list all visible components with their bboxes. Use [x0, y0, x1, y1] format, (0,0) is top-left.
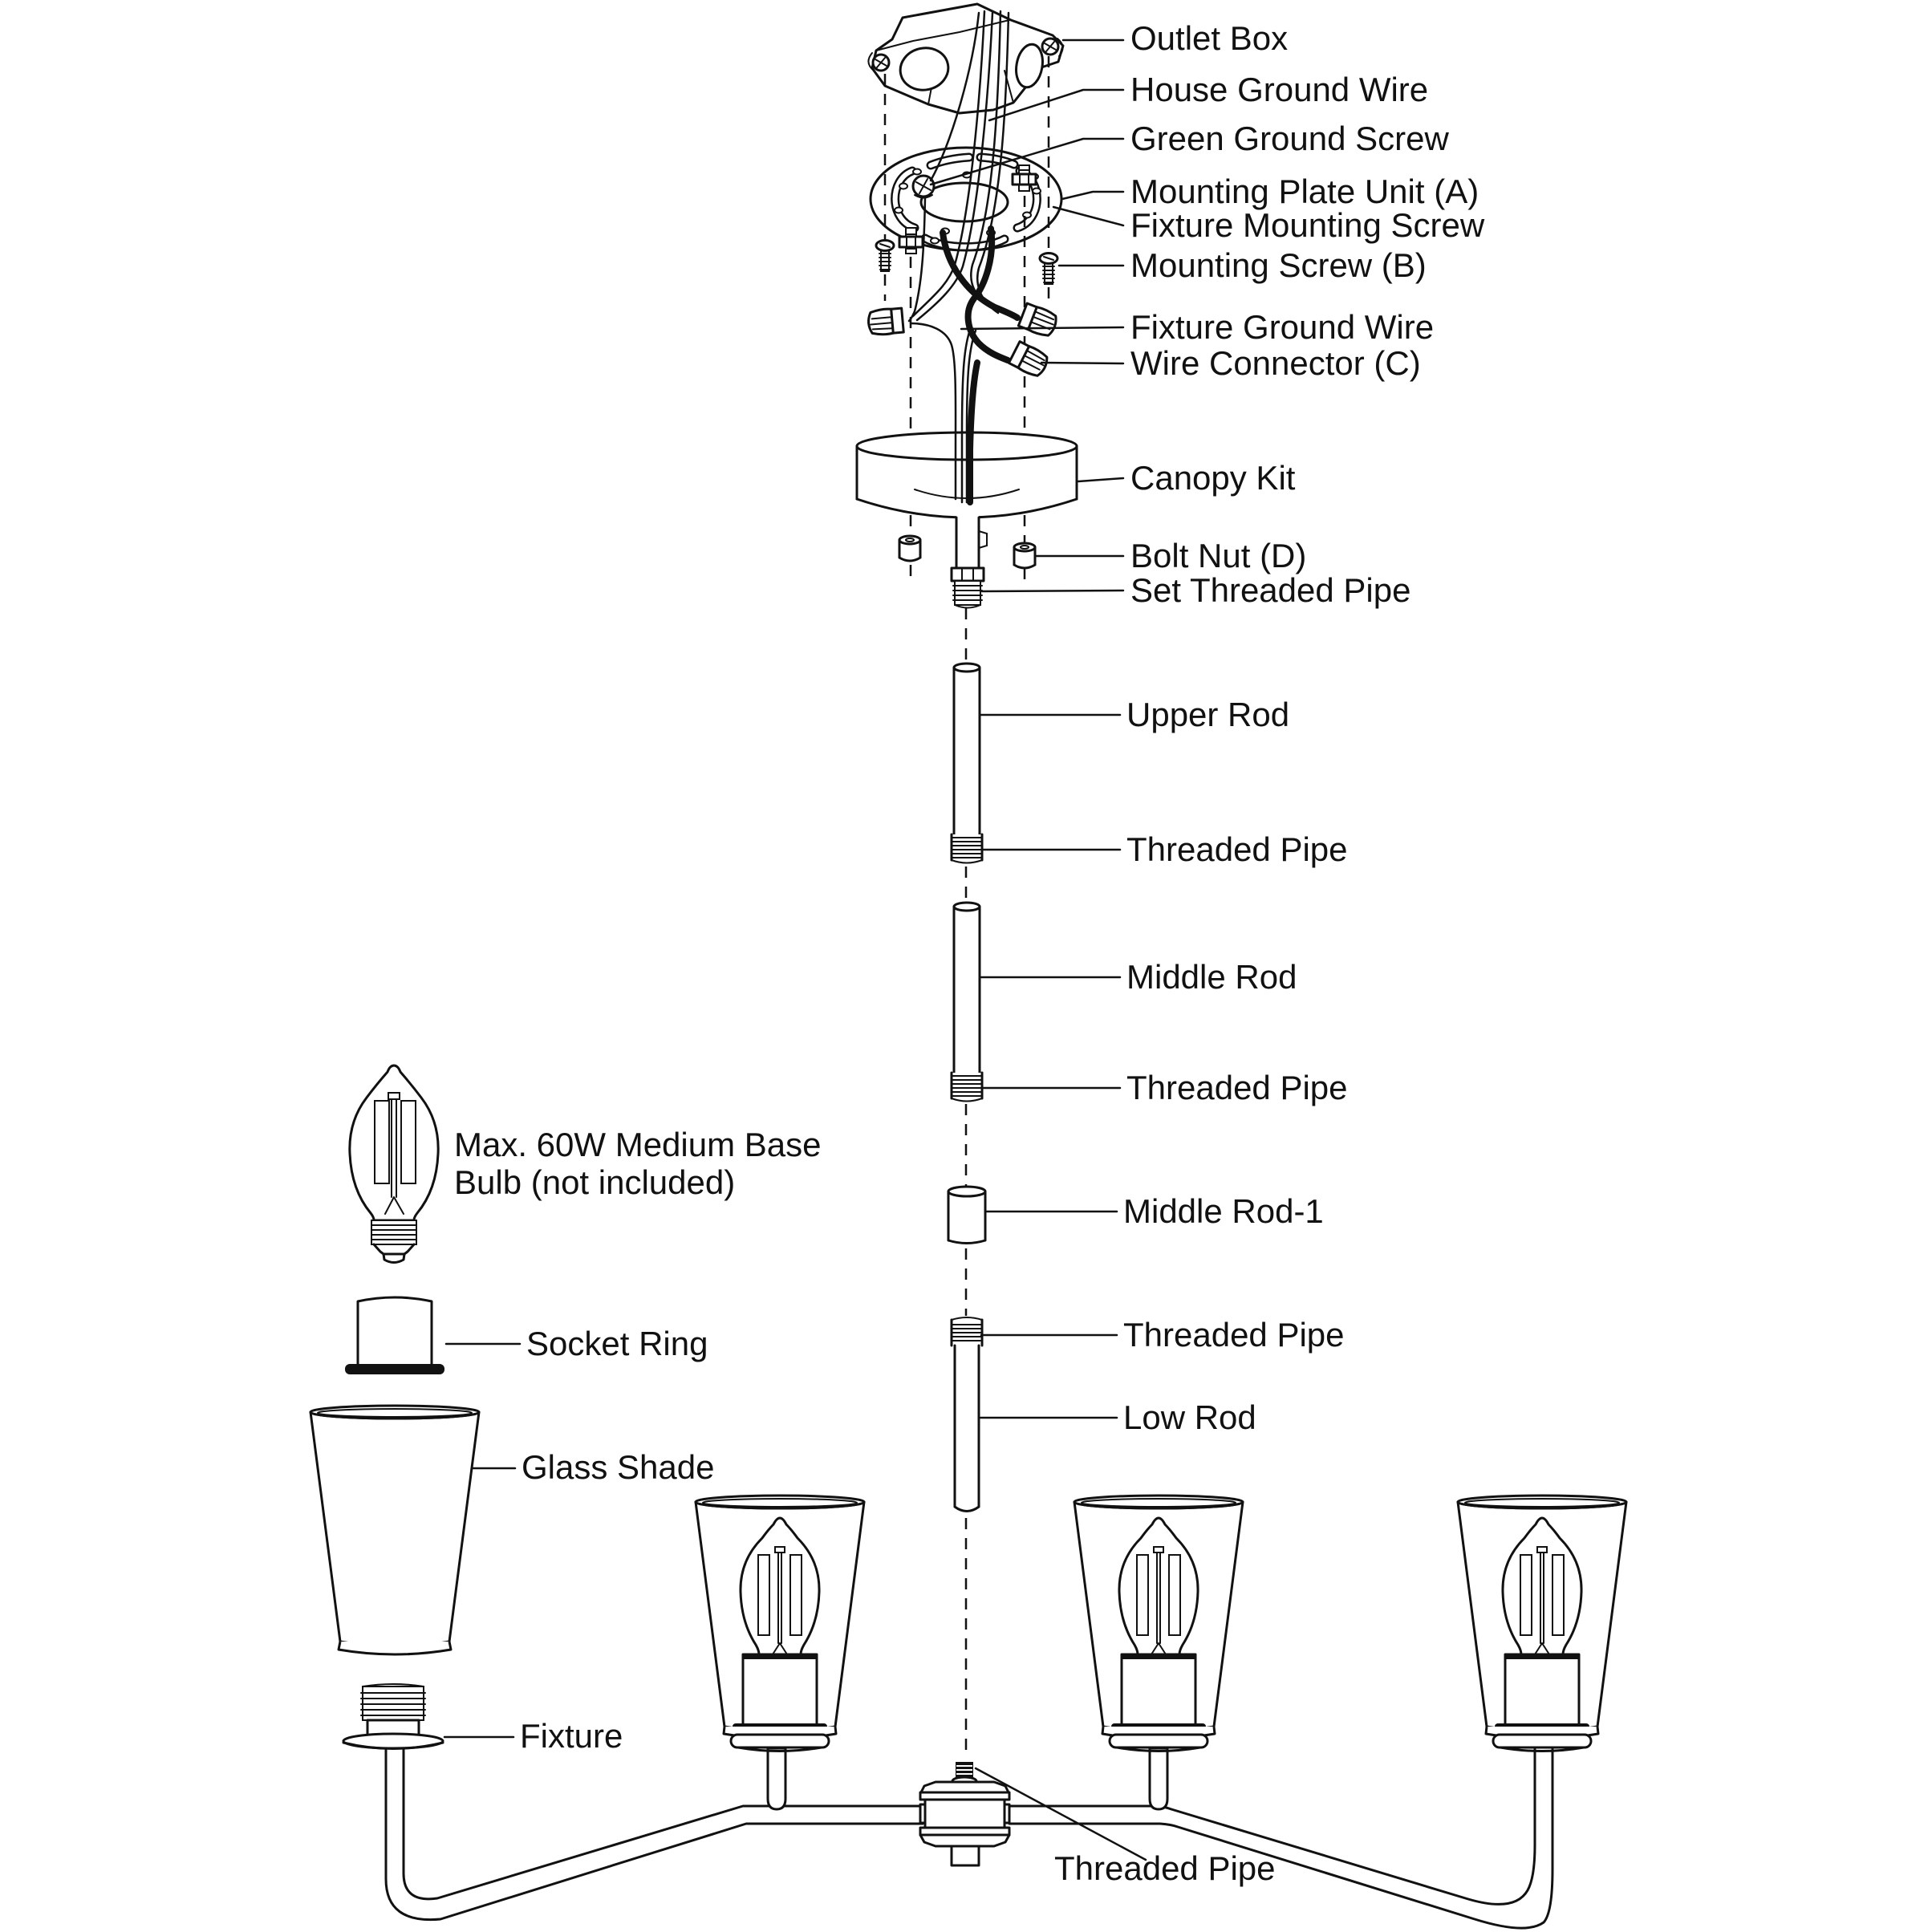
threaded-pipe-middle: [952, 1073, 982, 1102]
shade-b-stem: [1150, 1748, 1167, 1809]
label-threaded-pipe-low: Threaded Pipe: [1123, 1316, 1345, 1354]
middle-rod-1: [948, 1187, 985, 1244]
label-wire-connector-c: Wire Connector (C): [1130, 344, 1421, 382]
label-fixture-mounting-screw: Fixture Mounting Screw: [1130, 206, 1485, 244]
label-glass-shade: Glass Shade: [522, 1448, 715, 1486]
label-fixture-ground-wire: Fixture Ground Wire: [1130, 308, 1435, 346]
label-outlet-box: Outlet Box: [1130, 19, 1289, 57]
label-green-ground-screw: Green Ground Screw: [1130, 120, 1449, 157]
label-middle-rod: Middle Rod: [1126, 958, 1297, 996]
label-set-threaded-pipe: Set Threaded Pipe: [1130, 571, 1411, 609]
upper-rod: [952, 664, 982, 863]
label-mounting-screw-b: Mounting Screw (B): [1130, 246, 1427, 284]
label-house-ground-wire: House Ground Wire: [1130, 71, 1429, 108]
label-threaded-pipe-middle: Threaded Pipe: [1126, 1069, 1348, 1106]
label-low-rod: Low Rod: [1123, 1398, 1256, 1436]
middle-rod: [952, 903, 982, 1102]
label-bulb-note-line1: Max. 60W Medium Base: [454, 1126, 822, 1163]
label-mounting-plate-unit: Mounting Plate Unit (A): [1130, 172, 1479, 210]
threaded-pipe-low: [952, 1317, 982, 1346]
shade-a-stem: [768, 1748, 785, 1809]
label-canopy-kit: Canopy Kit: [1130, 459, 1296, 497]
label-fixture: Fixture: [520, 1717, 623, 1755]
label-socket-ring: Socket Ring: [526, 1325, 708, 1362]
label-bolt-nut-d: Bolt Nut (D): [1130, 537, 1307, 574]
label-bulb-note-line2: Bulb (not included): [454, 1163, 736, 1201]
label-middle-rod-1: Middle Rod-1: [1123, 1192, 1324, 1230]
threaded-pipe-upper: [952, 834, 982, 863]
socket-ring: [345, 1297, 444, 1374]
set-threaded-pipe: [952, 568, 984, 608]
wire-connector-left: [867, 307, 903, 335]
low-rod: [952, 1317, 982, 1512]
label-threaded-pipe-upper: Threaded Pipe: [1126, 830, 1348, 868]
label-upper-rod: Upper Rod: [1126, 696, 1290, 733]
label-threaded-pipe-hub: Threaded Pipe: [1054, 1849, 1276, 1887]
